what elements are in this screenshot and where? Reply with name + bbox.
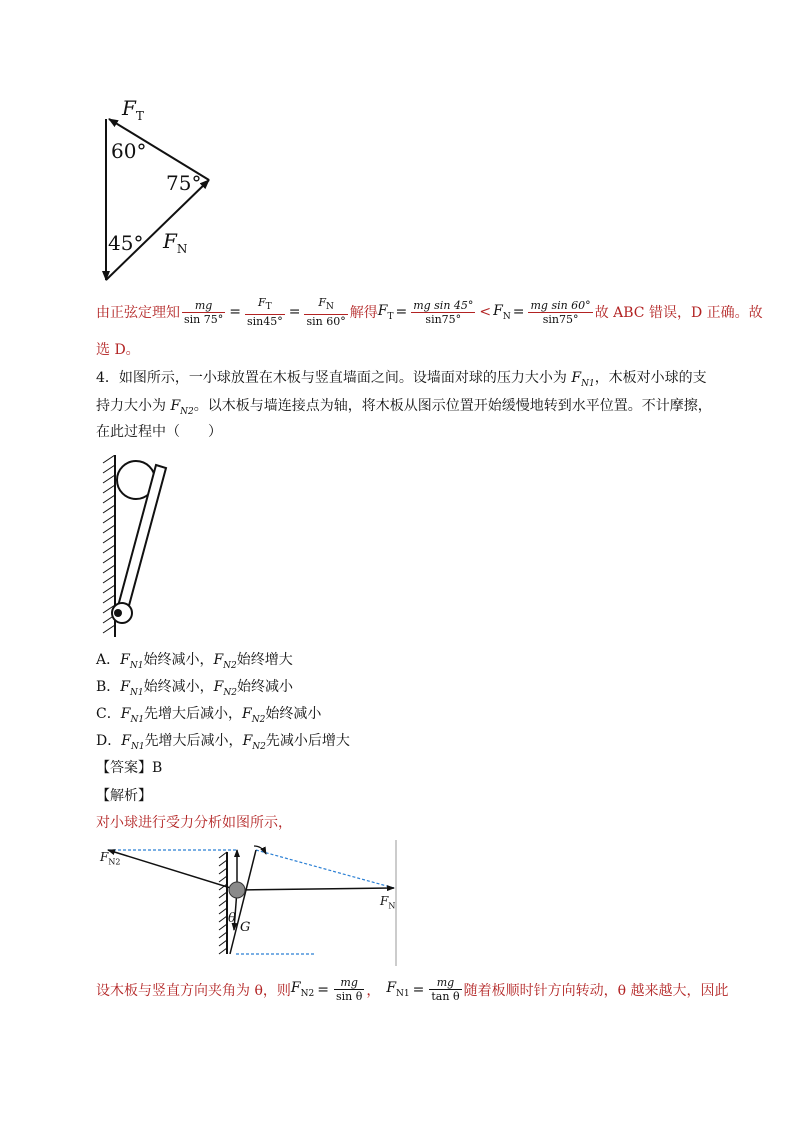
dashed-diagonal bbox=[256, 850, 394, 888]
fraction-7: $\frac{mg}{\text{tan θ}}$ bbox=[431, 976, 460, 1003]
fraction-2: $\frac{F_T}{\sin 45^\circ}$ bbox=[246, 296, 283, 329]
solution1-line2: 选 D。 bbox=[96, 342, 140, 358]
angle-45-label: 45° bbox=[108, 231, 144, 255]
g-label: G bbox=[240, 920, 251, 935]
sine-rule-equation: 由正弦定理知 $\frac{mg}{\sin 75^\circ}$ = $\frac{F_T}{\sin 45^\circ}$ = $\frac{F_N}{\sin 60^\circ}$ 解得 $F_T$ = $\frac{\text{mg sin 45°}}{\sin 75^\circ}$ < $F_N$ = $\frac{\text{mg sin 60°}}{\sin 75^\circ}$ 故 ABC 错误，D 正确。故 bbox=[96, 296, 763, 329]
q4-line2: 持力大小为 $F_{N2}$。以木板与墙连接点为轴，将木板从图示位置开始缓慢地转到水平位置。不计摩擦， bbox=[96, 398, 712, 417]
option-d[interactable]: D．$F_{N1}$先增大后减小，$F_{N2}$先减小后增大 bbox=[96, 733, 350, 752]
fraction-6: $\frac{mg}{\text{sin θ}}$ bbox=[335, 976, 363, 1003]
board-line bbox=[230, 850, 256, 954]
q4-line1: 4．如图所示，一小球放置在木板与竖直墙面之间。设墙面对球的压力大小为 $F_{N1}$，木板对小球的支 bbox=[96, 370, 707, 389]
wall-hatching-2 bbox=[219, 852, 227, 954]
fraction-4: $\frac{\text{mg sin 45°}}{\sin 75^\circ}$ bbox=[413, 298, 474, 326]
angle-75-label: 75° bbox=[166, 171, 202, 195]
option-c[interactable]: C．$F_{N1}$先增大后减小，$F_{N2}$始终减小 bbox=[96, 706, 322, 725]
fn-label-2: $F_N$ bbox=[380, 894, 396, 911]
ball-2 bbox=[229, 882, 245, 898]
q4-line3: 在此过程中（ ） bbox=[96, 424, 222, 440]
option-b[interactable]: B．$F_{N1}$始终减小，$F_{N2}$始终减小 bbox=[96, 679, 293, 698]
ball-board-figure bbox=[98, 455, 178, 640]
fn2-arrow bbox=[108, 850, 237, 890]
force-analysis-figure bbox=[96, 838, 406, 968]
fn-arrow-2 bbox=[237, 888, 394, 890]
angle-60-label: 60° bbox=[111, 139, 147, 163]
option-a[interactable]: A．$F_{N1}$始终减小，$F_{N2}$始终增大 bbox=[96, 652, 293, 671]
fraction-5: $\frac{\text{mg sin 60°}}{\sin 75^\circ}$ bbox=[530, 298, 591, 326]
fraction-1: $\frac{mg}{\sin 75^\circ}$ bbox=[184, 298, 224, 326]
fn-arrow bbox=[106, 180, 209, 280]
force-triangle-figure bbox=[90, 92, 230, 292]
fn2-label-2: $F_{N2}$ bbox=[100, 850, 121, 867]
ft-label: $F_T$ bbox=[122, 96, 144, 123]
answer-line: 【答案】B bbox=[96, 760, 163, 776]
fn-label: $F_N$ bbox=[163, 229, 188, 256]
fraction-3: $\frac{F_N}{\sin 60^\circ}$ bbox=[306, 296, 346, 329]
analysis-intro: 对小球进行受力分析如图所示， bbox=[96, 815, 292, 831]
pivot-center bbox=[114, 609, 122, 617]
analysis-label: 【解析】 bbox=[96, 788, 152, 804]
theta-label: θ bbox=[228, 911, 236, 926]
solution2-line: 设木板与竖直方向夹角为 θ，则 $F_{N2}$ = $\frac{mg}{\text{sin θ}}$ ， $F_{N1}$ = $\frac{mg}{\text{tan θ}}$ 随着板顺时针方向转动，θ 越来越大，因此 bbox=[96, 976, 729, 1003]
